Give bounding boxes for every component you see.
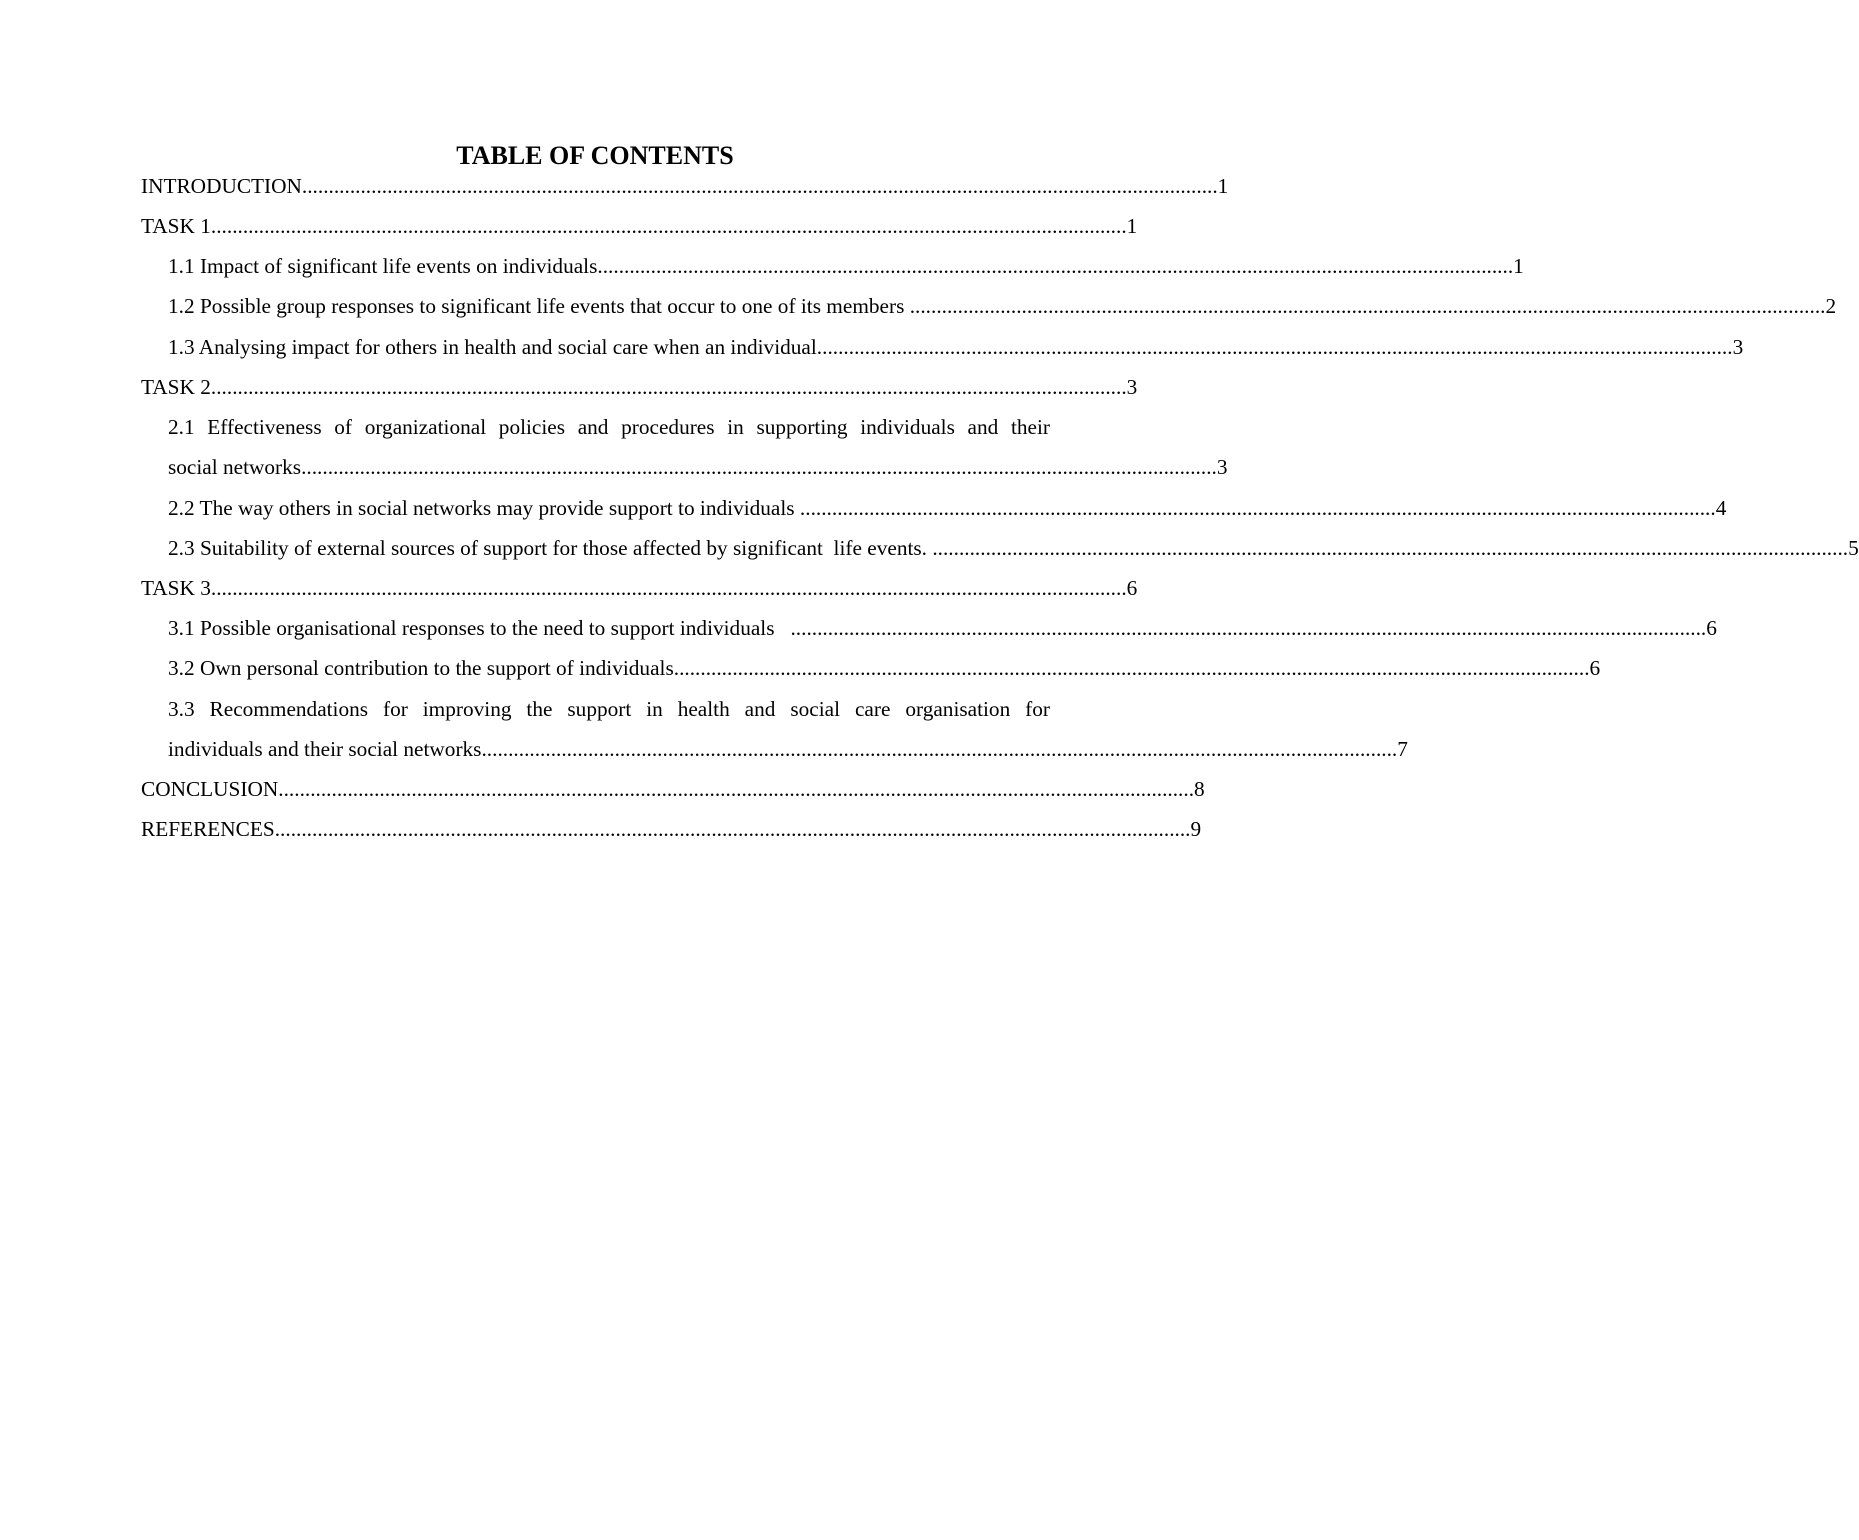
toc-entry-text: 2.1 Effectiveness of organizational policies and procedures in supporting individuals and their: [168, 415, 1050, 439]
toc-entry-page: 8: [1194, 777, 1205, 801]
toc-leader-dots: ............................................................................................................................................................................: [301, 174, 1218, 198]
toc-entry-1-1[interactable]: [168, 253, 1524, 279]
toc-entry-3-3-line-2[interactable]: [168, 736, 1408, 762]
toc-entry-page: 5: [1848, 536, 1859, 560]
toc-entry-page: 1: [1126, 214, 1138, 238]
toc-entry-page: 9: [1190, 817, 1202, 841]
toc-leader-dots: ............................................................................................................................................................................: [210, 576, 1127, 600]
toc-entry-text: CONCLUSION: [141, 777, 279, 801]
toc-entry-page: 3: [1216, 455, 1228, 479]
toc-entry-continuation: social networks: [168, 455, 302, 479]
toc-entry-page: 1: [1513, 254, 1524, 278]
toc-entry-2-2[interactable]: [168, 495, 1727, 521]
toc-entry-references[interactable]: [141, 816, 1202, 842]
toc-entry-page: 2: [1825, 294, 1837, 318]
toc-entry-continuation: individuals and their social networks: [168, 737, 482, 761]
toc-entry-text: TASK 1: [141, 214, 211, 238]
toc-leader-dots: ............................................................................................................................................................................: [673, 656, 1590, 680]
toc-title: TABLE OF CONTENTS: [456, 141, 734, 170]
toc-leader-dots: ............................................................................................................................................................................: [909, 294, 1826, 318]
toc-entry-text: 3.1 Possible organisational responses to the need to support individuals: [168, 616, 791, 640]
toc-entry-conclusion[interactable]: [141, 776, 1205, 802]
toc-entry-task-3[interactable]: [141, 575, 1138, 601]
toc-entry-text: 1.2 Possible group responses to significant life events that occur to one of its members: [168, 294, 910, 318]
toc-entry-task-1[interactable]: [141, 213, 1138, 239]
toc-entry-page: 1: [1217, 174, 1229, 198]
toc-entry-text: TASK 3: [141, 576, 211, 600]
toc-entry-2-1-line-2[interactable]: [168, 454, 1228, 480]
toc-entry-text: REFERENCES: [141, 817, 275, 841]
toc-entry-text: 1.1 Impact of significant life events on individuals: [168, 254, 598, 278]
toc-entry-text: 3.3 Recommendations for improving the support in health and social care organisation for: [168, 697, 1050, 721]
toc-entry-2-3[interactable]: [168, 535, 1859, 561]
toc-entry-text: 3.2 Own personal contribution to the support of individuals: [168, 656, 674, 680]
toc-entry-3-1[interactable]: [168, 615, 1717, 641]
toc-leader-dots: ............................................................................................................................................................................: [301, 455, 1217, 479]
toc-entry-2-1-line-1[interactable]: [168, 414, 1050, 440]
toc-entry-page: 3: [1126, 375, 1138, 399]
toc-entry-page: 6: [1126, 576, 1138, 600]
toc-entry-text: 1.3 Analysing impact for others in health and social care when an individual: [168, 335, 817, 359]
toc-entry-1-2[interactable]: [168, 293, 1837, 319]
toc-entry-text: 2.3 Suitability of external sources of support for those affected by significant life events.: [168, 536, 933, 560]
toc-entry-page: 3: [1732, 335, 1744, 359]
toc-entry-page: 7: [1397, 737, 1408, 761]
toc-leader-dots: ............................................................................................................................................................................: [274, 817, 1191, 841]
toc-entry-3-2[interactable]: [168, 655, 1601, 681]
toc-entry-page: 6: [1706, 616, 1717, 640]
toc-leader-dots: ............................................................................................................................................................................: [210, 214, 1127, 238]
toc-entry-page: 4: [1715, 496, 1727, 520]
toc-entry-text: 2.2 The way others in social networks may provide support to individuals: [168, 496, 800, 520]
toc-leader-dots: ............................................................................................................................................................................: [799, 496, 1716, 520]
toc-leader-dots: ............................................................................................................................................................................: [816, 335, 1733, 359]
toc-leader-dots: ............................................................................................................................................................................: [481, 737, 1398, 761]
toc-entry-task-2[interactable]: [141, 374, 1138, 400]
toc-entry-introduction[interactable]: [141, 173, 1229, 199]
toc-leader-dots: ............................................................................................................................................................................: [210, 375, 1127, 399]
toc-entry-1-3[interactable]: [168, 334, 1744, 360]
toc-entry-text: TASK 2: [141, 375, 211, 399]
toc-leader-dots: ............................................................................................................................................................................: [278, 777, 1195, 801]
toc-entry-text: INTRODUCTION: [141, 174, 302, 198]
toc-leader-dots: ............................................................................................................................................................................: [932, 536, 1849, 560]
toc-leader-dots: ............................................................................................................................................................................: [597, 254, 1514, 278]
toc-entry-3-3-line-1[interactable]: [168, 696, 1050, 722]
toc-leader-dots: ............................................................................................................................................................................: [790, 616, 1707, 640]
toc-entry-page: 6: [1589, 656, 1601, 680]
